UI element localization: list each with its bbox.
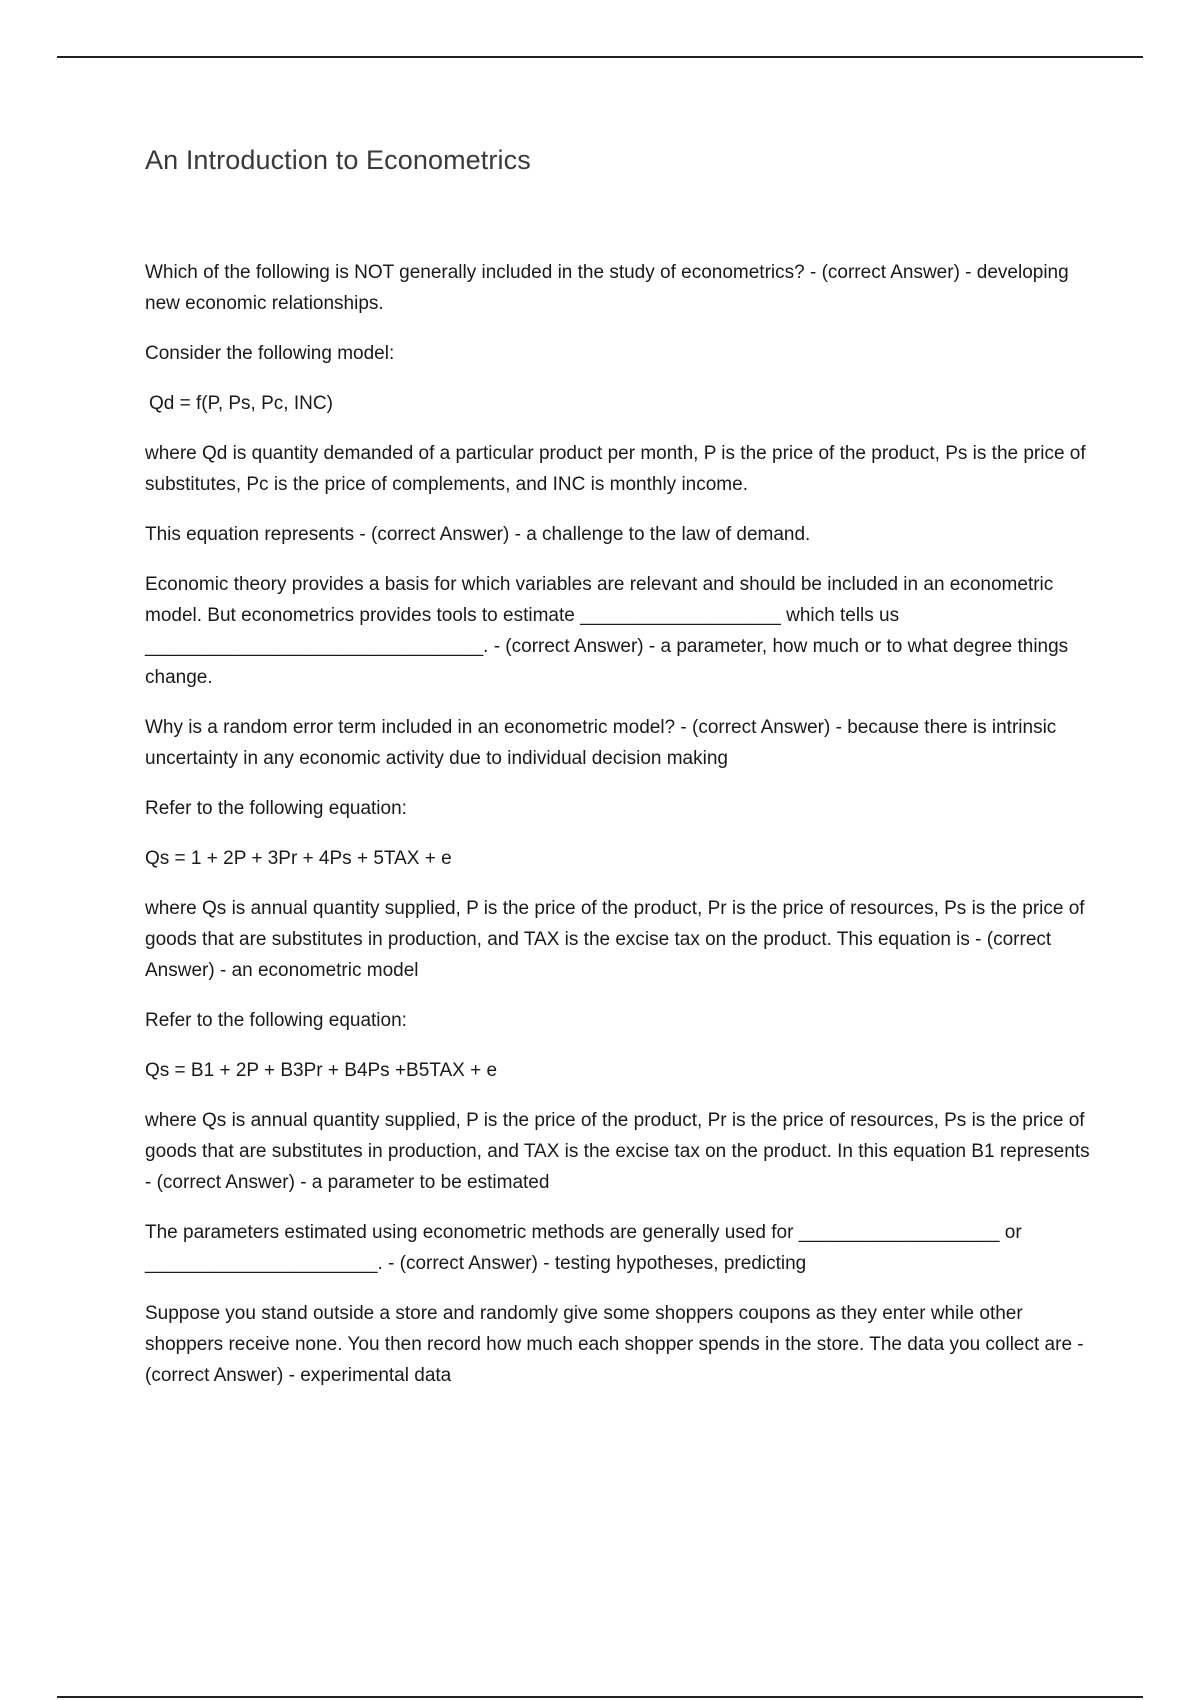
equation-demand: Qd = f(P, Ps, Pc, INC)	[149, 393, 333, 414]
paragraph-question-7: The parameters estimated using econometric methods are generally used for ___________________ or ______________________. - (correct Answer) - testing hypotheses, predicting	[145, 1222, 1022, 1274]
paragraph-refer-equation-1: Refer to the following equation:	[145, 798, 407, 819]
paragraph-question-2: This equation represents - (correct Answer) - a challenge to the law of demand.	[145, 524, 811, 545]
header-rule	[57, 56, 1143, 58]
document-body	[145, 257, 1093, 1410]
equation-supply-1: Qs = 1 + 2P + 3Pr + 4Ps + 5TAX + e	[145, 848, 452, 869]
footer-rule	[57, 1696, 1143, 1698]
paragraph-question-3: Economic theory provides a basis for which variables are relevant and should be included in an econometric model. But econometrics provides tools to estimate ___________________ which tells us ________________________________. - (correct Answer) - a parameter, how much or to what degree things change.	[145, 574, 1069, 688]
paragraph-refer-equation-2: Refer to the following equation:	[145, 1010, 407, 1031]
paragraph-consider-model: Consider the following model:	[145, 343, 395, 364]
paragraph-demand-definitions: where Qd is quantity demanded of a particular product per month, P is the price of the product, Ps is the price of substitutes, Pc is the price of complements, and INC is monthly income.	[145, 443, 1086, 495]
paragraph-question-6: where Qs is annual quantity supplied, P is the price of the product, Pr is the price of resources, Ps is the price of goods that are substitutes in production, and TAX is the excise tax on the product. In this equation B1 represents - (correct Answer) - a parameter to be estimated	[145, 1110, 1090, 1193]
paragraph-question-4: Why is a random error term included in an econometric model? - (correct Answer) - because there is intrinsic uncertainty in any economic activity due to individual decision making	[145, 717, 1057, 769]
document-title: An Introduction to Econometrics	[145, 145, 531, 175]
paragraph-question-1: Which of the following is NOT generally included in the study of econometrics? - (correct Answer) - developing new economic relationships.	[145, 262, 1069, 314]
equation-supply-2: Qs = B1 + 2P + B3Pr + B4Ps +B5TAX + e	[145, 1060, 498, 1081]
paragraph-question-5: where Qs is annual quantity supplied, P is the price of the product, Pr is the price of resources, Ps is the price of goods that are substitutes in production, and TAX is the excise tax on the product. This equation is - (correct Answer) - an econometric model	[145, 898, 1085, 981]
paragraph-question-8: Suppose you stand outside a store and randomly give some shoppers coupons as they enter while other shoppers receive none. You then record how much each shopper spends in the store. The data you collect are - (correct Answer) - experimental data	[145, 1303, 1084, 1386]
